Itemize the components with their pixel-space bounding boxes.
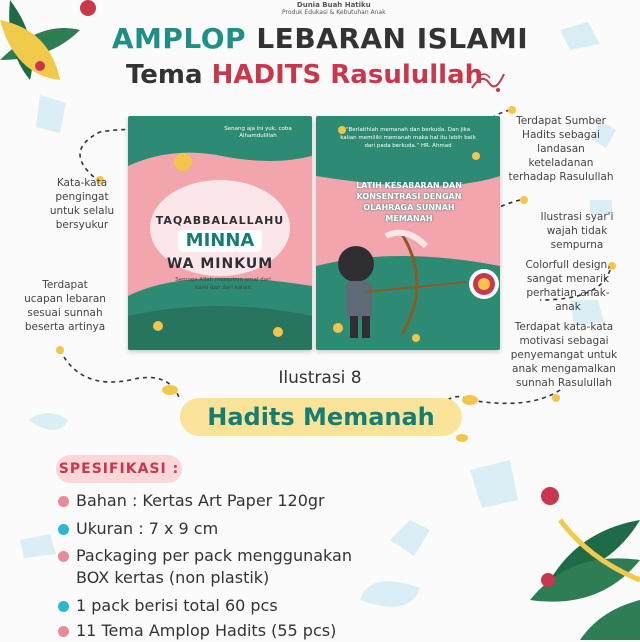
- spec-item-packaging: Packaging per pack menggunakan BOX kertas (non plastik): [58, 545, 352, 589]
- card-left-heading2: MINNA: [178, 230, 262, 252]
- card-left-heading3: WA MINKUM: [166, 256, 274, 272]
- spec-heading: SPESIFIKASI :: [56, 455, 182, 483]
- card-right: [316, 116, 500, 350]
- calligraphy-icon: [468, 66, 508, 96]
- bullet-dot: [58, 601, 69, 612]
- illustration-name: Hadits Memanah: [207, 403, 435, 431]
- page-subtitle: [126, 60, 483, 90]
- brand-logo: Dunia Buah Hatiku Produk Edukasi & Kebutuhan Anak: [282, 1, 386, 16]
- card-left-top-text: Senang aja ini yuk, coba Alhamdulillah: [224, 126, 292, 139]
- callout-colorfull: Colorfull design, sangat menarik perhatian anak-anak: [525, 259, 611, 313]
- callout-bersyukur: Kata-kata pengingat untuk selalu bersyukur: [49, 177, 115, 231]
- spec-item-isi: 1 pack berisi total 60 pcs: [58, 595, 278, 617]
- subtitle-tema: Tema: [126, 60, 203, 90]
- card-left-prayer: Semoga Allah menerima amal dari kami dan dari kalian: [175, 277, 271, 291]
- card-right-quote: "Berlatihlah memanah dan berkuda. Dan jika kalian memiliki memanah maka hal itu lebih baik dari pada berkuda." HR. Ahmad: [340, 127, 476, 149]
- spec-item-tema: 11 Tema Amplop Hadits (55 pcs): [58, 620, 336, 642]
- subtitle-hadits: HADITS Rasulullah: [211, 60, 484, 90]
- card-right-heading: LATIH KESABARAN DAN KONSENTRASI DENGAN OLAHRAGA SUNNAH MEMANAH: [356, 181, 462, 223]
- callout-ilustrasi-syari: Ilustrasi syar'i wajah tidak sempurna: [540, 211, 614, 251]
- bullet-dot: [58, 524, 69, 535]
- bullet-dot: [58, 496, 69, 507]
- page-title: [0, 22, 640, 55]
- illustration-label: Ilustrasi 8: [278, 368, 362, 388]
- title-lebaran: LEBARAN ISLAMI: [256, 22, 529, 55]
- spec-item-bahan: Bahan : Kertas Art Paper 120gr: [58, 490, 325, 512]
- spec-item-ukuran: Ukuran : 7 x 9 cm: [58, 518, 218, 540]
- callout-motivasi: Terdapat kata-kata motivasi sebagai penyemangat untuk anak mengamalkan sunnah Rasulullah: [510, 321, 618, 389]
- callout-ucapan: Terdapat ucapan lebaran sesuai sunnah beserta artinya: [24, 279, 106, 333]
- card-left-heading1: TAQABBALALLAHU: [155, 214, 285, 227]
- card-right-bg: [316, 116, 500, 350]
- bullet-dot: [58, 551, 69, 562]
- card-left: [128, 116, 312, 350]
- title-amplop: AMPLOP: [111, 22, 247, 55]
- bullet-dot: [58, 626, 69, 637]
- callout-sumber-hadits: Terdapat Sumber Hadits sebagai landasan keteladanan terhadap Rasulullah: [508, 115, 614, 183]
